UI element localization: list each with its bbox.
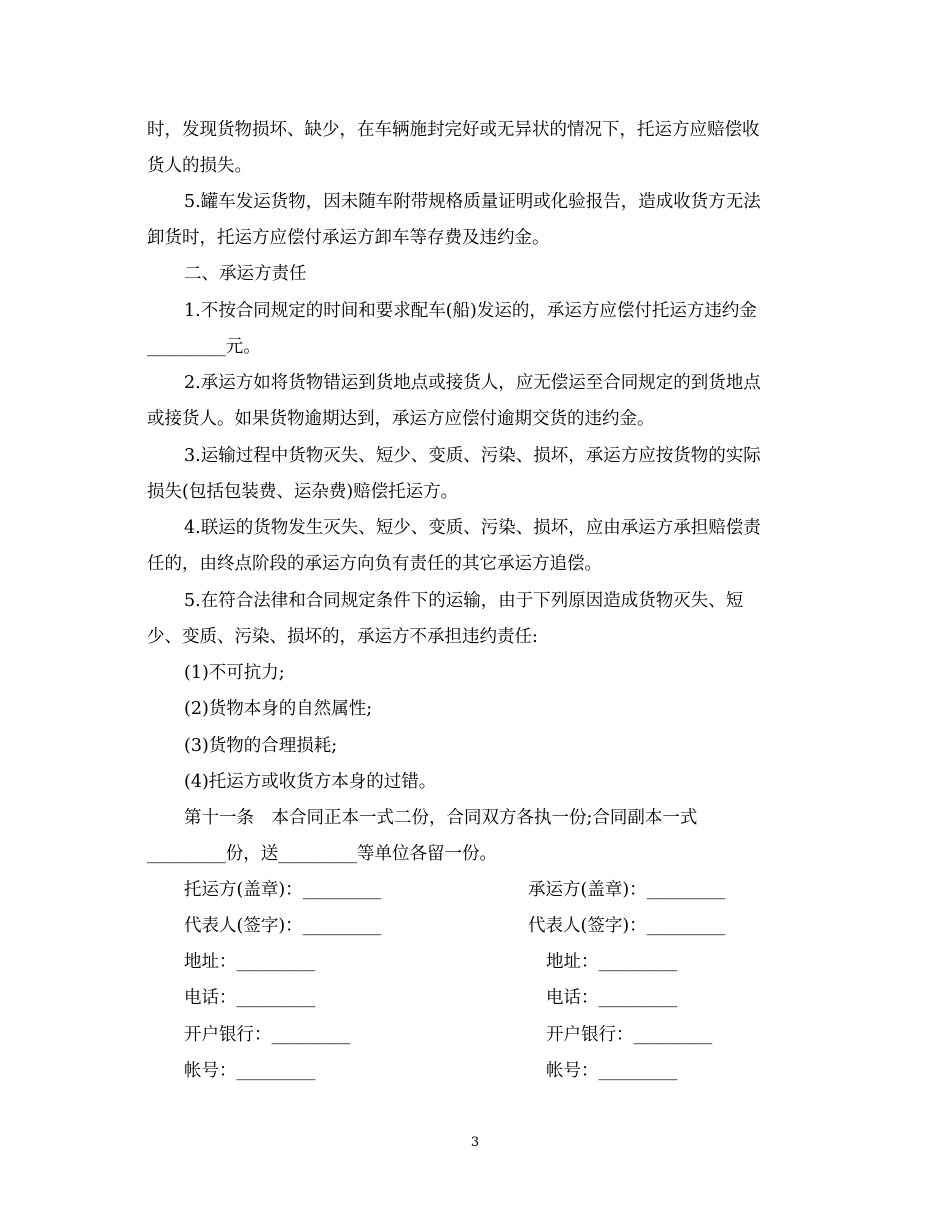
article-11-line-1: 第十一条 本合同正本一式二份，合同双方各执一份;合同副本一式: [184, 808, 698, 828]
shipper-bank-field: 开户银行：_________: [184, 1025, 351, 1045]
text-line-7: _________元。: [147, 337, 261, 357]
section-heading: 二、承运方责任: [184, 264, 307, 284]
list-item-2: (2)货物本身的自然属性;: [184, 699, 373, 719]
text-line-11: 损失(包括包装费、运杂费)赔偿托运方。: [147, 482, 459, 502]
shipper-seal-field: 托运方(盖章)：_________: [184, 880, 382, 900]
article-11-line-2: _________份，送_________等单位各留一份。: [147, 844, 497, 864]
text-line-8: 2.承运方如将货物错运到货地点或接货人，应无偿运至合同规定的到货地点: [184, 373, 761, 393]
carrier-representative-field: 代表人(签字)：_________: [528, 916, 726, 936]
text-line-12: 4.联运的货物发生灭失、短少、变质、污染、损坏，应由承运方承担赔偿责: [184, 518, 761, 538]
shipper-phone-field: 电话：_________: [184, 988, 316, 1008]
carrier-seal-field: 承运方(盖章)：_________: [528, 880, 726, 900]
list-item-3: (3)货物的合理损耗;: [184, 736, 338, 756]
text-line-13: 任的，由终点阶段的承运方向负有责任的其它承运方追偿。: [147, 554, 602, 574]
text-line-14: 5.在符合法律和合同规定条件下的运输，由于下列原因造成货物灭失、短: [184, 591, 744, 611]
text-line-2: 货人的损失。: [147, 156, 252, 176]
carrier-bank-field: 开户银行：_________: [546, 1025, 713, 1045]
list-item-4: (4)托运方或收货方本身的过错。: [184, 772, 437, 792]
shipper-account-field: 帐号：_________: [184, 1061, 316, 1081]
carrier-account-field: 帐号：_________: [546, 1061, 678, 1081]
carrier-address-field: 地址：_________: [546, 952, 678, 972]
text-line-10: 3.运输过程中货物灭失、短少、变质、污染、损坏，承运方应按货物的实际: [184, 446, 761, 466]
text-line-6: 1.不按合同规定的时间和要求配车(船)发运的，承运方应偿付托运方违约金: [184, 301, 757, 321]
text-line-4: 卸货时，托运方应偿付承运方卸车等存费及违约金。: [147, 228, 550, 248]
text-line-15: 少、变质、污染、损坏的，承运方不承担违约责任:: [147, 627, 538, 647]
text-line-3: 5.罐车发运货物，因未随车附带规格质量证明或化验报告，造成收货方无法: [184, 192, 761, 212]
shipper-representative-field: 代表人(签字)：_________: [184, 916, 382, 936]
carrier-phone-field: 电话：_________: [546, 988, 678, 1008]
list-item-1: (1)不可抗力;: [184, 663, 285, 683]
page-number: 3: [470, 1135, 480, 1150]
text-line-1: 时，发现货物损坏、缺少，在车辆施封完好或无异状的情况下，托运方应赔偿收: [147, 120, 760, 140]
shipper-address-field: 地址：_________: [184, 952, 316, 972]
text-line-9: 或接货人。如果货物逾期达到，承运方应偿付逾期交货的违约金。: [147, 409, 655, 429]
